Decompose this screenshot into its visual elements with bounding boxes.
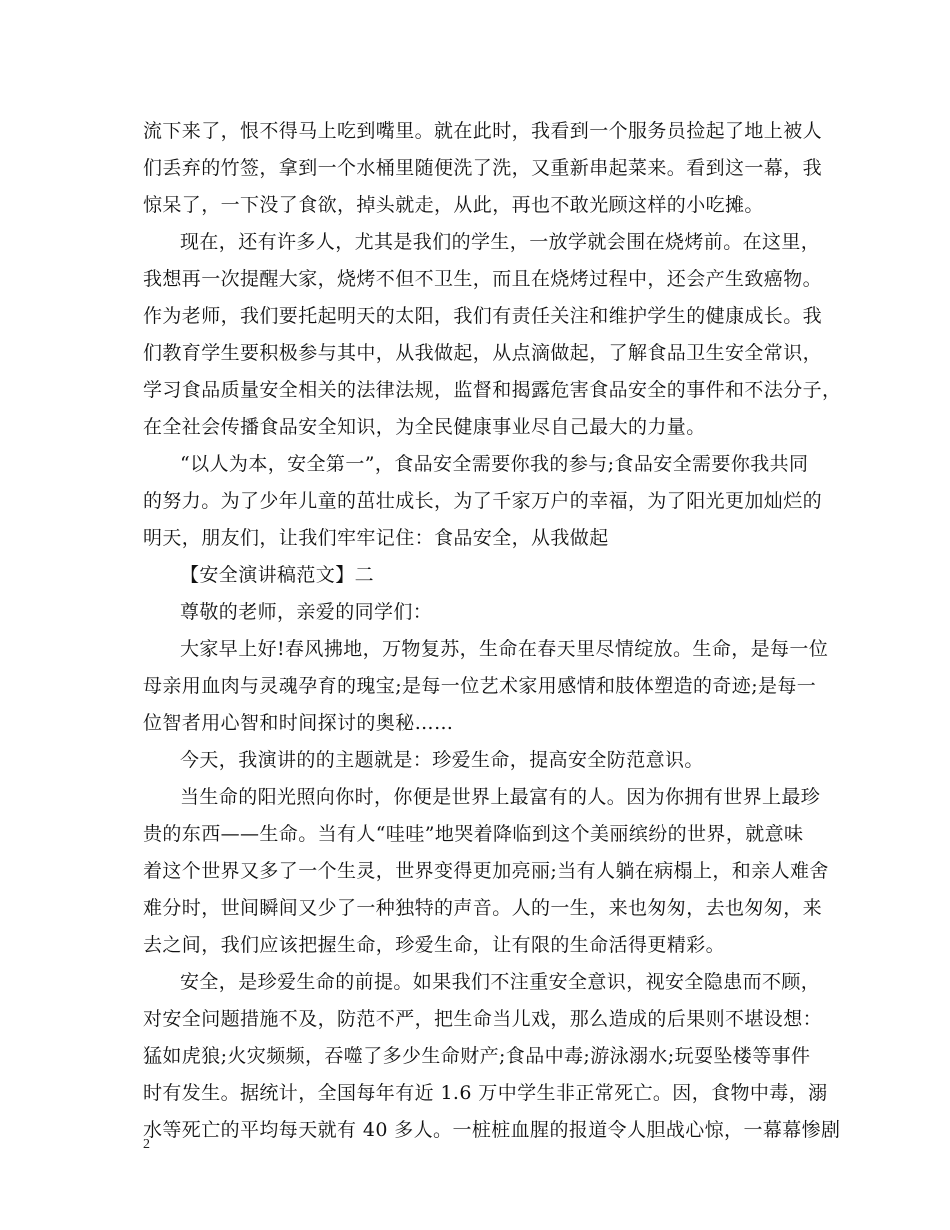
paragraph-line: 着这个世界又多了一个生灵，世界变得更加亮丽;当有人躺在病榻上，和亲人难舍 [143,860,829,882]
paragraph-line: 惊呆了，一下没了食欲，掉头就走，从此，再也不敢光顾这样的小吃摊。 [143,194,764,216]
paragraph-line: 在全社会传播食品安全知识，为全民健康事业尽自己最大的力量。 [143,416,706,438]
paragraph-line: 们丢弃的竹签，拿到一个水桶里随便洗了洗，又重新串起菜来。看到这一幕，我 [143,157,823,179]
paragraph-line: 流下来了，恨不得马上吃到嘴里。就在此时，我看到一个服务员捡起了地上被人 [143,120,823,142]
paragraph-line: 母亲用血肉与灵魂孕育的瑰宝;是每一位艺术家用感情和肢体塑造的奇迹;是每一 [143,675,817,697]
section-heading: 【安全演讲稿范文】二 [180,564,375,586]
paragraph-line: 去之间，我们应该把握生命，珍爱生命，让有限的生命活得更精彩。 [143,934,726,956]
page-number: 2 [143,1137,150,1152]
paragraph-line: 位智者用心智和时间探讨的奥秘…… [143,712,454,734]
paragraph-line: 学习食品质量安全相关的法律法规，监督和揭露危害食品安全的事件和不法分子， [143,379,842,401]
salutation: 尊敬的老师，亲爱的同学们： [180,601,433,623]
paragraph-line: 当生命的阳光照向你时，你便是世界上最富有的人。因为你拥有世界上最珍 [180,786,821,808]
paragraph-line: 难分时，世间瞬间又少了一种独特的声音。人的一生，来也匆匆，去也匆匆，来 [143,897,823,919]
paragraph-line: 我想再一次提醒大家，烧烤不但不卫生，而且在烧烤过程中，还会产生致癌物。 [143,268,823,290]
paragraph-line: 大家早上好!春风拂地，万物复苏，生命在春天里尽情绽放。生命，是每一位 [180,638,829,660]
paragraph-line: 对安全问题措施不及，防范不严，把生命当儿戏，那么造成的后果则不堪设想： [143,1008,823,1030]
paragraph-line: 水等死亡的平均每天就有 40 多人。一桩桩血腥的报道令人胆战心惊，一幕幕惨剧 [143,1119,841,1141]
paragraph-line: 现在，还有许多人，尤其是我们的学生，一放学就会围在烧烤前。在这里， [180,231,821,253]
paragraph-line: 今天，我演讲的的主题就是：珍爱生命，提高安全防范意识。 [180,749,704,771]
paragraph-line: 明天，朋友们，让我们牢牢记住：食品安全，从我做起 [143,527,609,549]
paragraph-line: 时有发生。据统计，全国每年有近 1.6 万中学生非正常死亡。因，食物中毒，溺 [143,1082,828,1104]
paragraph-line: 贵的东西——生命。当有人“哇哇”地哭着降临到这个美丽缤纷的世界，就意味 [143,823,804,845]
paragraph-line: 的努力。为了少年儿童的茁壮成长，为了千家万户的幸福，为了阳光更加灿烂的 [143,490,823,512]
paragraph-line: 猛如虎狼;火灾频频，吞噬了多少生命财产;食品中毒;游泳溺水;玩耍坠楼等事件 [143,1045,811,1067]
paragraph-line: 们教育学生要积极参与其中，从我做起，从点滴做起，了解食品卫生安全常识， [143,342,823,364]
paragraph-line: 作为老师，我们要托起明天的太阳，我们有责任关注和维护学生的健康成长。我 [143,305,823,327]
paragraph-line: “以人为本，安全第一”，食品安全需要你我的参与;食品安全需要你我共同 [180,453,809,475]
paragraph-line: 安全，是珍爱生命的前提。如果我们不注重安全意识，视安全隐患而不顾， [180,971,821,993]
